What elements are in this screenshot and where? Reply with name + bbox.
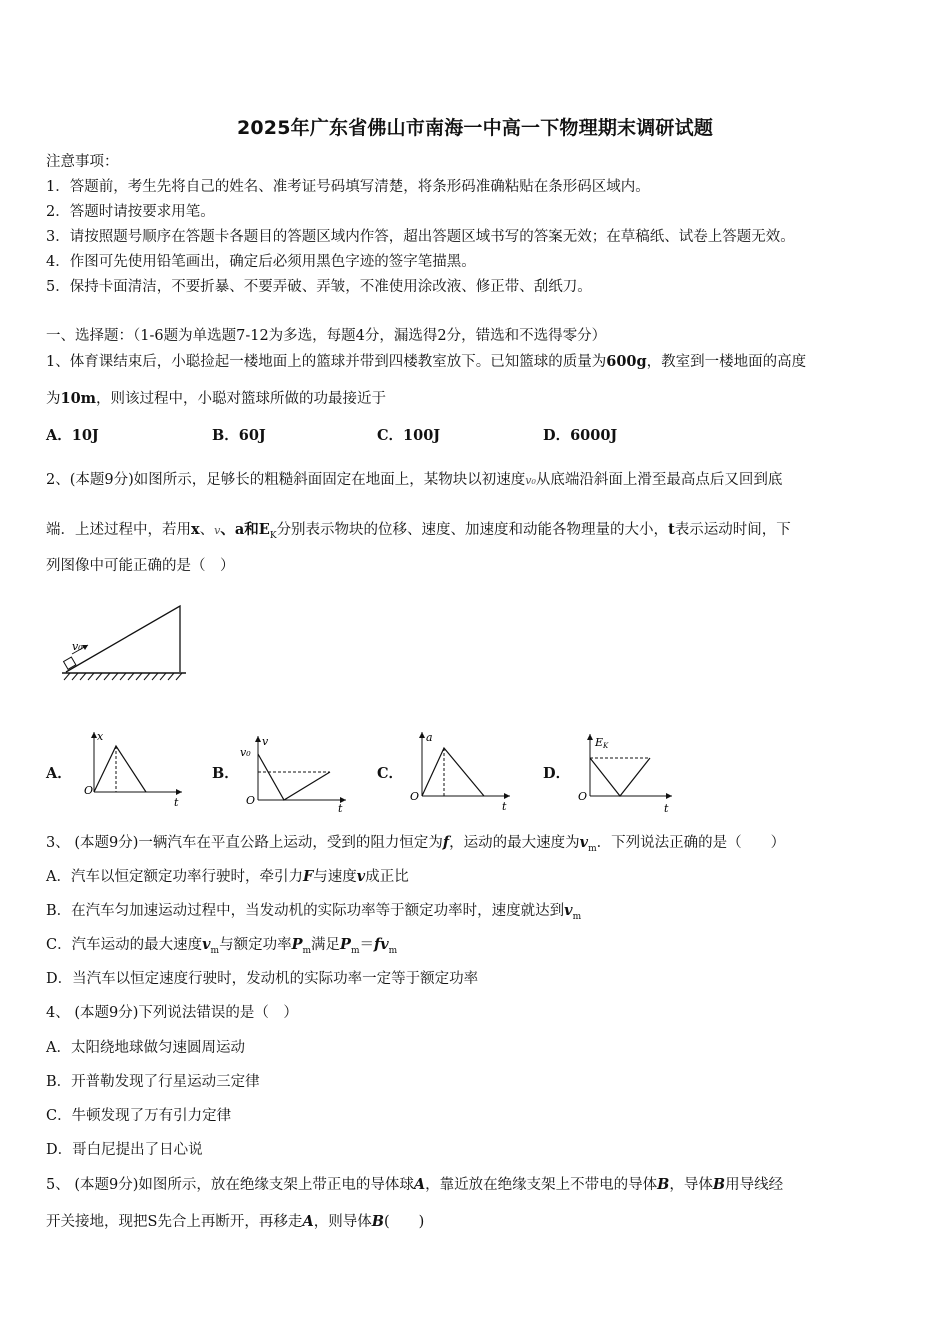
notice-item: 5．保持卡面清洁，不要折暴、不要弄破、弄皱，不准使用涂改液、修正带、刮纸刀。 <box>46 279 592 295</box>
graph-d-curve <box>590 758 650 796</box>
q1-line2: 为10m，则该过程中，小聪对篮球所做的功最接近于 <box>46 390 387 407</box>
q1-option-a[interactable]: A．10J <box>46 427 99 444</box>
ground-hatch <box>64 673 182 680</box>
svg-text:a: a <box>426 731 433 744</box>
q3-stem: 3、 (本题9分)一辆汽车在平直公路上运动，受到的阻力恒定为f，运动的最大速度为$v_m$．下列说法正确的是（ ） <box>46 834 786 854</box>
q3-option-c[interactable]: C．汽车运动的最大速度$v_m$与额定功率$P_m$满足$P_m=fv_m$ <box>46 936 398 956</box>
q3-option-d[interactable]: D．当汽车以恒定速度行驶时，发动机的实际功率一定等于额定功率 <box>46 971 479 987</box>
q2-option-b[interactable]: B． <box>212 765 239 782</box>
svg-text:O: O <box>578 790 588 803</box>
q1-option-d[interactable]: D．6000J <box>543 427 618 444</box>
q4-option-d[interactable]: D．哥白尼提出了日心说 <box>46 1142 203 1158</box>
svg-text:t: t <box>174 796 179 808</box>
graph-b-curve <box>258 754 330 800</box>
q5-line2: 开关接地，现把S先合上再断开，再移走A，则导体B( ) <box>46 1213 425 1230</box>
q3-option-a[interactable]: A．汽车以恒定额定功率行驶时，牵引力F与速度v成正比 <box>46 868 409 885</box>
q4-option-c[interactable]: C．牛顿发现了万有引力定律 <box>46 1108 232 1124</box>
q4-option-b[interactable]: B．开普勒发现了行星运动三定律 <box>46 1074 260 1090</box>
notice-item: 4．作图可先使用铅笔画出，确定后必须用黑色字迹的签字笔描黑。 <box>46 254 476 270</box>
notice-item: 1．答题前，考生先将自己的姓名、准考证号码填写清楚，将条形码准确粘贴在条形码区域内。 <box>46 179 650 195</box>
q1-height: 10m <box>60 390 97 407</box>
svg-text:O: O <box>84 784 94 797</box>
q1-mass: 600g <box>606 353 647 370</box>
q4-option-a[interactable]: A．太阳绕地球做匀速圆周运动 <box>46 1040 245 1056</box>
q1-option-b[interactable]: B．60J <box>212 427 266 444</box>
svg-text:x: x <box>97 730 104 743</box>
q2-line1: 2、(本题9分)如图所示，足够长的粗糙斜面固定在地面上，某物块以初速度v₀从底端沿斜面上滑至最高点后又回到底 <box>46 472 783 488</box>
svg-text:t: t <box>502 800 507 812</box>
graph-c-curve <box>422 748 484 796</box>
svg-text:O: O <box>246 794 256 807</box>
q2-v0: v₀ <box>525 474 536 487</box>
section-heading: 一、选择题：（1-6题为单选题7-12为多选，每题4分，漏选得2分，错选和不选得零分） <box>46 328 607 344</box>
graph-b <box>236 730 352 814</box>
q1-option-c[interactable]: C．100J <box>377 427 441 444</box>
incline-figure <box>58 600 198 682</box>
svg-text:O: O <box>410 790 420 803</box>
graph-c <box>404 728 516 812</box>
q2-option-d[interactable]: D． <box>543 765 571 782</box>
notice-item: 2．答题时请按要求用笔。 <box>46 204 215 220</box>
q1-line1: 1、体育课结束后，小聪捡起一楼地面上的篮球并带到四楼教室放下。已知篮球的质量为600g，教室到一楼地面的高度 <box>46 353 807 370</box>
q2-option-a[interactable]: A． <box>46 765 72 782</box>
graph-a-curve <box>94 746 146 792</box>
svg-text:v₀: v₀ <box>240 746 251 759</box>
svg-text:t: t <box>664 802 669 814</box>
svg-text:v: v <box>262 735 269 748</box>
graph-a <box>78 728 188 808</box>
svg-text:EK: EK <box>595 736 609 750</box>
q2-line3: 列图像中可能正确的是（ ） <box>46 558 235 574</box>
incline-slope <box>66 606 180 672</box>
svg-text:t: t <box>338 802 343 814</box>
q2-line2: 端．上述过程中，若用x、v、a和$E_K$分别表示物块的位移、速度、加速度和动能各物理量的大小，t表示运动时间，下 <box>46 521 791 541</box>
v0-label: v₀ <box>72 640 83 653</box>
q5-line1: 5、 (本题9分)如图所示，放在绝缘支架上带正电的导体球A，靠近放在绝缘支架上不带电的导体B，导体B用导线经 <box>46 1176 784 1193</box>
q3-option-b[interactable]: B．在汽车匀加速运动过程中，当发动机的实际功率等于额定功率时，速度就达到$v_m$ <box>46 902 582 922</box>
page-title: 2025年广东省佛山市南海一中高一下物理期末调研试题 <box>236 117 714 139</box>
notice-heading: 注意事项： <box>46 154 119 170</box>
graph-d <box>574 730 680 814</box>
q2-option-c[interactable]: C． <box>377 765 404 782</box>
notice-item: 3．请按照题号顺序在答题卡各题目的答题区域内作答，超出答题区域书写的答案无效；在草稿纸、试卷上答题无效。 <box>46 229 795 245</box>
q4-stem: 4、 (本题9分)下列说法错误的是（ ） <box>46 1005 298 1021</box>
